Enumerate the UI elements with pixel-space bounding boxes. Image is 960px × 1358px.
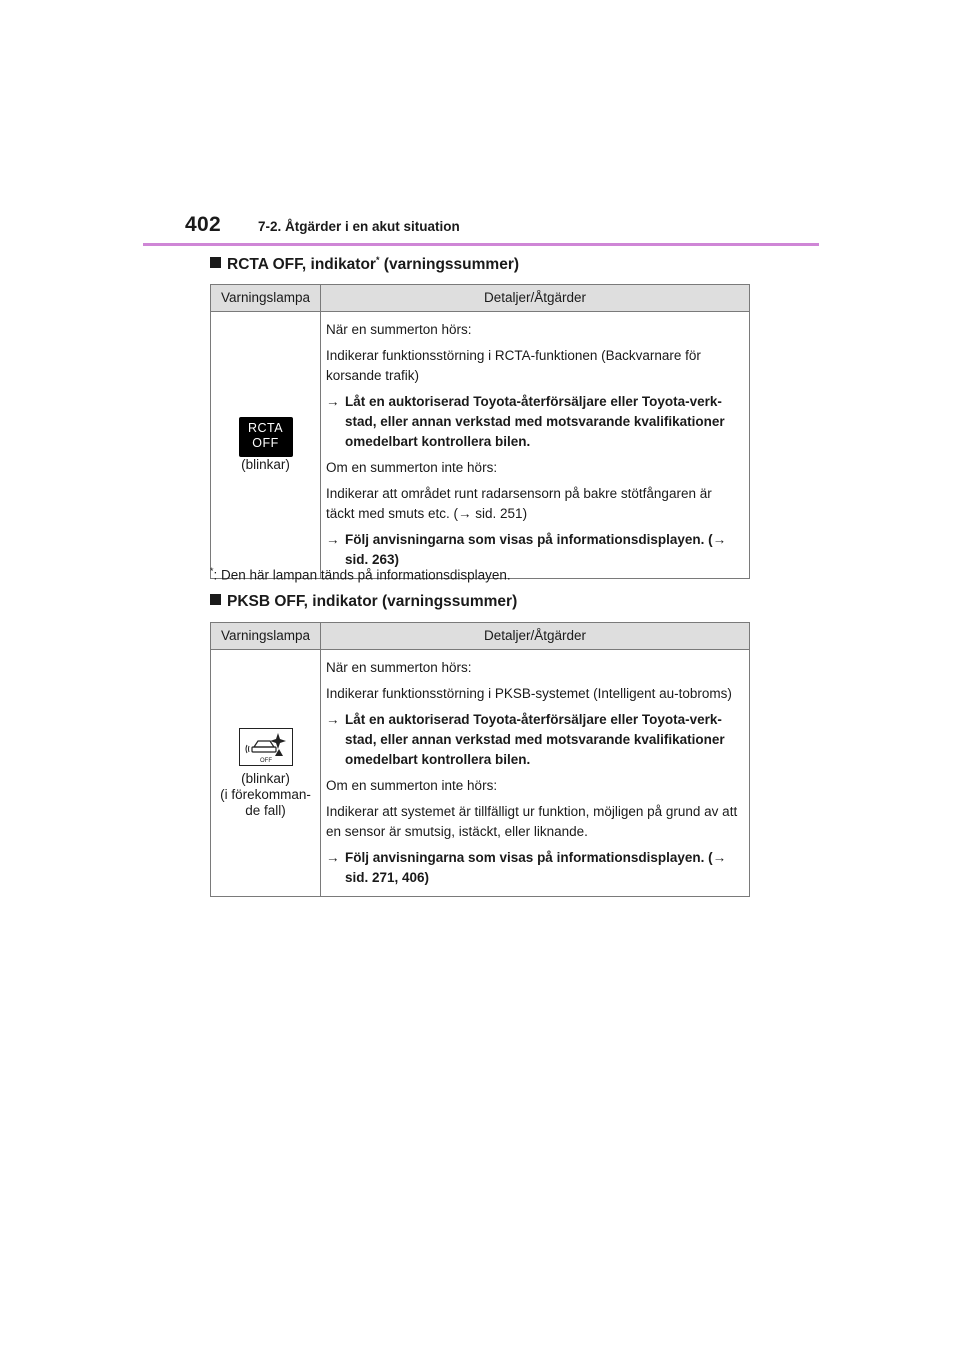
action-item: → Följ anvisningarna som visas på informationsdisplayen. (→ sid. 263) xyxy=(326,532,727,567)
pksb-table xyxy=(210,622,750,897)
section-heading-rcta: RCTA OFF, indikator* (varningssummer) xyxy=(210,255,519,274)
table-header-row xyxy=(211,285,750,312)
condition-text: Om en summerton inte hörs: xyxy=(326,778,498,793)
col-header-lamp: Varningslampa xyxy=(211,623,321,650)
svg-text:OFF: OFF xyxy=(259,757,272,764)
col-header-lamp: Varningslampa xyxy=(211,285,321,312)
rcta-off-icon: RCTA OFF xyxy=(239,417,293,457)
arrow-icon: → xyxy=(326,394,340,409)
condition-text: Om en summerton inte hörs: xyxy=(326,460,498,475)
table-row xyxy=(211,312,750,579)
arrow-icon: → xyxy=(326,850,340,865)
square-bullet-icon xyxy=(210,594,221,605)
action-item: → Följ anvisningarna som visas på informationsdisplayen. (→ sid. 271, 406) xyxy=(326,850,727,885)
col-header-details: Detaljer/Åtgärder xyxy=(321,623,750,650)
lamp-caption: (i förekomman- xyxy=(220,786,311,802)
description-text: Indikerar att området runt radarsensorn på bakre stötfångaren är täckt med smuts etc. (→ sid. 251) xyxy=(326,486,712,521)
page-number: 402 xyxy=(185,213,221,236)
details-cell xyxy=(321,312,750,579)
lamp-caption: de fall) xyxy=(245,802,286,818)
chapter-title: 7-2. Åtgärder i en akut situation xyxy=(258,219,460,234)
arrow-icon: → xyxy=(326,532,340,547)
condition-text: När en summerton hörs: xyxy=(326,660,472,675)
col-header-details: Detaljer/Åtgärder xyxy=(321,285,750,312)
lamp-caption: (blinkar) xyxy=(241,457,290,472)
condition-text: När en summerton hörs: xyxy=(326,322,472,337)
description-text: Indikerar funktionsstörning i PKSB-systemet (Intelligent au-tobroms) xyxy=(326,686,732,701)
description-text: Indikerar att systemet är tillfälligt ur funktion, möjligen på grund av att en sensor är smutsig, istäckt, eller liknande. xyxy=(326,804,738,839)
footnote-marker: * xyxy=(375,255,380,265)
section-heading-pksb: PKSB OFF, indikator (varningssummer) xyxy=(210,593,517,611)
lamp-cell xyxy=(211,650,321,897)
arrow-icon: → xyxy=(326,712,340,727)
footnote: *: Den här lampan tänds på informationsdisplayen. xyxy=(210,566,511,583)
description-text: Indikerar funktionsstörning i RCTA-funktionen (Backvarnare för korsande trafik) xyxy=(326,348,701,383)
header-divider xyxy=(143,243,819,246)
lamp-cell xyxy=(211,312,321,579)
details-cell xyxy=(321,650,750,897)
lamp-caption: (blinkar) xyxy=(241,770,290,786)
action-item: → Låt en auktoriserad Toyota-återförsäljare eller Toyota-verk-stad, eller annan verkstad med motsvarande kvalifikationer omedelbart kontrollera bilen. xyxy=(326,712,725,767)
table-header-row xyxy=(211,623,750,650)
square-bullet-icon xyxy=(210,257,221,268)
action-item: → Låt en auktoriserad Toyota-återförsäljare eller Toyota-verk-stad, eller annan verkstad med motsvarande kvalifikationer omedelbart kontrollera bilen. xyxy=(326,394,725,449)
pksb-off-icon xyxy=(239,728,293,766)
rcta-table xyxy=(210,284,750,579)
table-row xyxy=(211,650,750,897)
